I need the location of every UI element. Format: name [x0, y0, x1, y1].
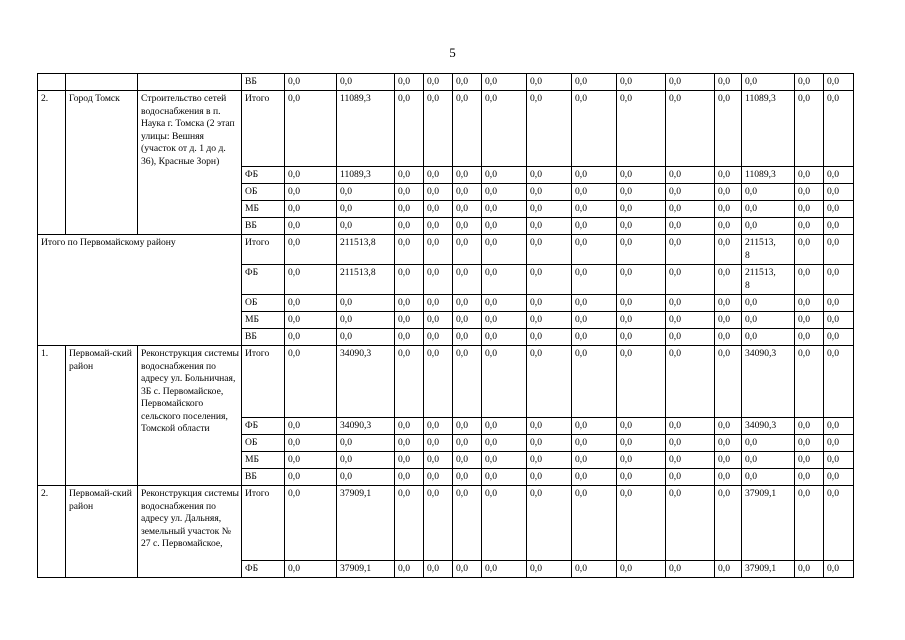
value-cell: 0,0 [795, 435, 824, 452]
value-cell: 0,0 [795, 235, 824, 265]
value-cell: 0,0 [617, 452, 666, 469]
funding-type-cell: МБ [242, 312, 285, 329]
value-cell: 0,0 [482, 469, 527, 486]
value-cell: 0,0 [285, 265, 337, 295]
value-cell: 0,0 [572, 329, 617, 346]
value-cell: 34090,3 [337, 418, 395, 435]
value-cell: 0,0 [795, 201, 824, 218]
value-cell: 0,0 [453, 346, 482, 418]
value-cell: 0,0 [424, 329, 453, 346]
value-cell: 0,0 [395, 469, 424, 486]
value-cell: 0,0 [795, 418, 824, 435]
value-cell: 11089,3 [337, 167, 395, 184]
value-cell: 0,0 [424, 469, 453, 486]
funding-type-cell: Итого [242, 486, 285, 561]
funding-type-cell: ФБ [242, 265, 285, 295]
value-cell: 0,0 [482, 265, 527, 295]
value-cell: 0,0 [715, 167, 742, 184]
project-name-cell: Реконструкция системы водоснабжения по адресу ул. Больничная, 3Б с. Первомайское, Первомайского сельского поселения, Томской области [138, 346, 242, 486]
value-cell: 211513, 8 [742, 235, 795, 265]
value-cell: 0,0 [617, 469, 666, 486]
value-cell: 0,0 [285, 201, 337, 218]
value-cell: 0,0 [715, 265, 742, 295]
value-cell: 0,0 [572, 265, 617, 295]
value-cell: 0,0 [617, 312, 666, 329]
value-cell: 0,0 [572, 561, 617, 578]
value-cell: 0,0 [482, 312, 527, 329]
value-cell: 0,0 [742, 452, 795, 469]
value-cell: 0,0 [453, 469, 482, 486]
funding-type-cell: Итого [242, 235, 285, 265]
value-cell: 0,0 [617, 435, 666, 452]
value-cell: 0,0 [453, 329, 482, 346]
value-cell: 0,0 [424, 295, 453, 312]
value-cell: 0,0 [824, 74, 854, 91]
value-cell: 0,0 [795, 312, 824, 329]
value-cell: 0,0 [527, 74, 572, 91]
value-cell: 0,0 [742, 435, 795, 452]
value-cell: 0,0 [742, 218, 795, 235]
value-cell: 0,0 [666, 235, 715, 265]
value-cell: 0,0 [795, 74, 824, 91]
value-cell: 0,0 [527, 329, 572, 346]
value-cell: 0,0 [482, 435, 527, 452]
value-cell: 0,0 [795, 184, 824, 201]
value-cell: 0,0 [285, 295, 337, 312]
value-cell: 0,0 [285, 91, 337, 167]
value-cell: 0,0 [824, 486, 854, 561]
funding-type-cell: Итого [242, 346, 285, 418]
value-cell: 0,0 [824, 418, 854, 435]
value-cell: 0,0 [824, 201, 854, 218]
value-cell: 0,0 [572, 201, 617, 218]
value-cell: 0,0 [824, 469, 854, 486]
value-cell: 0,0 [715, 346, 742, 418]
value-cell: 0,0 [395, 201, 424, 218]
value-cell: 0,0 [453, 218, 482, 235]
value-cell: 0,0 [527, 452, 572, 469]
value-cell: 11089,3 [742, 91, 795, 167]
value-cell: 0,0 [715, 218, 742, 235]
value-cell: 0,0 [337, 218, 395, 235]
value-cell: 0,0 [482, 295, 527, 312]
value-cell: 0,0 [337, 435, 395, 452]
value-cell: 0,0 [572, 184, 617, 201]
value-cell: 0,0 [482, 486, 527, 561]
value-cell: 0,0 [337, 184, 395, 201]
value-cell: 0,0 [666, 91, 715, 167]
value-cell: 0,0 [285, 74, 337, 91]
value-cell: 0,0 [742, 201, 795, 218]
value-cell: 0,0 [453, 452, 482, 469]
value-cell: 0,0 [337, 201, 395, 218]
value-cell: 37909,1 [742, 486, 795, 561]
value-cell: 0,0 [527, 218, 572, 235]
value-cell: 0,0 [617, 561, 666, 578]
funding-type-cell: ОБ [242, 295, 285, 312]
value-cell: 0,0 [424, 218, 453, 235]
value-cell: 0,0 [795, 346, 824, 418]
value-cell: 0,0 [742, 184, 795, 201]
value-cell: 0,0 [527, 295, 572, 312]
value-cell: 0,0 [666, 346, 715, 418]
value-cell: 0,0 [795, 561, 824, 578]
value-cell: 0,0 [285, 167, 337, 184]
value-cell: 0,0 [824, 329, 854, 346]
value-cell: 0,0 [527, 435, 572, 452]
value-cell: 0,0 [453, 486, 482, 561]
value-cell: 0,0 [666, 329, 715, 346]
value-cell: 0,0 [527, 486, 572, 561]
value-cell: 0,0 [285, 235, 337, 265]
location-cell [66, 74, 138, 91]
value-cell: 0,0 [666, 418, 715, 435]
value-cell: 0,0 [666, 201, 715, 218]
value-cell: 0,0 [824, 346, 854, 418]
value-cell: 0,0 [572, 235, 617, 265]
value-cell: 0,0 [482, 167, 527, 184]
value-cell: 0,0 [424, 74, 453, 91]
project-name-cell [138, 74, 242, 91]
value-cell: 0,0 [715, 91, 742, 167]
value-cell: 0,0 [742, 469, 795, 486]
value-cell: 0,0 [715, 184, 742, 201]
value-cell: 0,0 [666, 486, 715, 561]
value-cell: 0,0 [715, 452, 742, 469]
index-cell [38, 74, 66, 91]
table-row [38, 486, 854, 561]
value-cell: 0,0 [572, 295, 617, 312]
value-cell: 0,0 [572, 218, 617, 235]
value-cell: 0,0 [715, 235, 742, 265]
value-cell: 0,0 [824, 265, 854, 295]
value-cell: 0,0 [285, 486, 337, 561]
value-cell: 0,0 [572, 452, 617, 469]
value-cell: 0,0 [617, 265, 666, 295]
value-cell: 0,0 [337, 312, 395, 329]
value-cell: 0,0 [824, 312, 854, 329]
page-number: 5 [449, 45, 456, 60]
district-total-label: Итого по Первомайскому району [38, 235, 242, 346]
value-cell: 0,0 [666, 312, 715, 329]
value-cell: 0,0 [572, 486, 617, 561]
value-cell: 0,0 [285, 218, 337, 235]
value-cell: 0,0 [482, 346, 527, 418]
value-cell: 0,0 [666, 295, 715, 312]
index-cell: 1. [38, 346, 66, 486]
value-cell: 0,0 [795, 218, 824, 235]
value-cell: 0,0 [482, 561, 527, 578]
value-cell: 0,0 [285, 435, 337, 452]
location-cell: Первомай-ский район [66, 486, 138, 578]
value-cell: 0,0 [715, 561, 742, 578]
value-cell: 0,0 [666, 167, 715, 184]
value-cell: 0,0 [715, 469, 742, 486]
value-cell: 0,0 [395, 91, 424, 167]
location-cell: Город Томск [66, 91, 138, 235]
value-cell: 0,0 [617, 329, 666, 346]
table-row [38, 74, 854, 91]
value-cell: 0,0 [527, 561, 572, 578]
value-cell: 0,0 [395, 329, 424, 346]
value-cell: 0,0 [395, 435, 424, 452]
value-cell: 0,0 [395, 218, 424, 235]
value-cell: 0,0 [424, 184, 453, 201]
value-cell: 0,0 [453, 91, 482, 167]
value-cell: 0,0 [617, 91, 666, 167]
value-cell: 0,0 [795, 265, 824, 295]
value-cell: 0,0 [617, 418, 666, 435]
value-cell: 0,0 [285, 346, 337, 418]
value-cell: 0,0 [795, 329, 824, 346]
value-cell: 0,0 [527, 201, 572, 218]
value-cell: 0,0 [424, 91, 453, 167]
value-cell: 0,0 [395, 452, 424, 469]
value-cell: 0,0 [742, 74, 795, 91]
table-row [38, 346, 854, 418]
value-cell: 0,0 [424, 486, 453, 561]
value-cell: 0,0 [715, 312, 742, 329]
value-cell: 0,0 [424, 435, 453, 452]
value-cell: 0,0 [285, 469, 337, 486]
value-cell: 0,0 [482, 418, 527, 435]
value-cell: 0,0 [824, 167, 854, 184]
value-cell: 0,0 [572, 74, 617, 91]
value-cell: 11089,3 [337, 91, 395, 167]
value-cell: 0,0 [666, 561, 715, 578]
value-cell: 0,0 [617, 218, 666, 235]
value-cell: 0,0 [527, 91, 572, 167]
value-cell: 0,0 [795, 452, 824, 469]
value-cell: 0,0 [424, 346, 453, 418]
value-cell: 0,0 [617, 346, 666, 418]
value-cell: 0,0 [482, 218, 527, 235]
value-cell: 0,0 [337, 452, 395, 469]
value-cell: 0,0 [795, 486, 824, 561]
funding-type-cell: ОБ [242, 184, 285, 201]
funding-type-cell: ФБ [242, 167, 285, 184]
value-cell: 0,0 [453, 435, 482, 452]
value-cell: 0,0 [572, 312, 617, 329]
value-cell: 0,0 [715, 201, 742, 218]
value-cell: 0,0 [527, 469, 572, 486]
value-cell: 0,0 [572, 435, 617, 452]
value-cell: 34090,3 [742, 418, 795, 435]
value-cell: 0,0 [795, 295, 824, 312]
value-cell: 211513,8 [337, 265, 395, 295]
value-cell: 0,0 [666, 469, 715, 486]
value-cell: 0,0 [395, 295, 424, 312]
value-cell: 0,0 [395, 486, 424, 561]
table-row [38, 91, 854, 167]
project-name-cell: Реконструкция системы водоснабжения по адресу ул. Дальняя, земельный участок № 27 с. Первомайское, [138, 486, 242, 578]
project-name-cell: Строительство сетей водоснабжения в п. Наука г. Томска (2 этап улицы: Вешняя (участок от д. 1 до д. 36), Красные Зорн) [138, 91, 242, 235]
value-cell: 0,0 [666, 218, 715, 235]
value-cell: 0,0 [572, 469, 617, 486]
value-cell: 37909,1 [337, 486, 395, 561]
value-cell: 0,0 [453, 312, 482, 329]
value-cell: 34090,3 [337, 346, 395, 418]
value-cell: 34090,3 [742, 346, 795, 418]
value-cell: 0,0 [453, 184, 482, 201]
value-cell: 0,0 [715, 74, 742, 91]
value-cell: 0,0 [482, 184, 527, 201]
funding-type-cell: МБ [242, 201, 285, 218]
value-cell: 0,0 [617, 184, 666, 201]
index-cell: 2. [38, 91, 66, 235]
value-cell: 0,0 [617, 74, 666, 91]
funding-type-cell: ФБ [242, 418, 285, 435]
value-cell: 0,0 [337, 469, 395, 486]
value-cell: 0,0 [742, 312, 795, 329]
value-cell: 0,0 [395, 561, 424, 578]
funding-type-cell: ОБ [242, 435, 285, 452]
value-cell: 0,0 [453, 74, 482, 91]
value-cell: 0,0 [742, 295, 795, 312]
value-cell: 0,0 [395, 346, 424, 418]
value-cell: 0,0 [285, 184, 337, 201]
value-cell: 0,0 [395, 235, 424, 265]
value-cell: 0,0 [824, 452, 854, 469]
value-cell: 0,0 [666, 265, 715, 295]
funding-type-cell: ФБ [242, 561, 285, 578]
funding-type-cell: ВБ [242, 74, 285, 91]
value-cell: 0,0 [424, 418, 453, 435]
value-cell: 37909,1 [337, 561, 395, 578]
value-cell: 0,0 [795, 167, 824, 184]
funding-type-cell: ВБ [242, 329, 285, 346]
value-cell: 0,0 [395, 265, 424, 295]
value-cell: 0,0 [395, 74, 424, 91]
value-cell: 0,0 [482, 74, 527, 91]
value-cell: 0,0 [482, 235, 527, 265]
value-cell: 0,0 [424, 235, 453, 265]
value-cell: 0,0 [395, 167, 424, 184]
value-cell: 0,0 [395, 184, 424, 201]
value-cell: 0,0 [795, 91, 824, 167]
value-cell: 0,0 [715, 295, 742, 312]
value-cell: 0,0 [666, 452, 715, 469]
funding-type-cell: МБ [242, 452, 285, 469]
value-cell: 0,0 [453, 235, 482, 265]
value-cell: 0,0 [715, 486, 742, 561]
value-cell: 0,0 [482, 452, 527, 469]
value-cell: 0,0 [527, 312, 572, 329]
value-cell: 0,0 [424, 201, 453, 218]
value-cell: 0,0 [617, 201, 666, 218]
value-cell: 211513,8 [337, 235, 395, 265]
value-cell: 0,0 [285, 312, 337, 329]
value-cell: 11089,3 [742, 167, 795, 184]
value-cell: 0,0 [285, 561, 337, 578]
value-cell: 0,0 [453, 265, 482, 295]
value-cell: 0,0 [395, 418, 424, 435]
funding-type-cell: ВБ [242, 218, 285, 235]
value-cell: 0,0 [824, 561, 854, 578]
value-cell: 0,0 [666, 74, 715, 91]
value-cell: 0,0 [617, 235, 666, 265]
value-cell: 0,0 [715, 418, 742, 435]
value-cell: 0,0 [527, 265, 572, 295]
value-cell: 0,0 [742, 329, 795, 346]
value-cell: 0,0 [453, 167, 482, 184]
value-cell: 0,0 [527, 346, 572, 418]
value-cell: 0,0 [424, 452, 453, 469]
value-cell: 0,0 [824, 184, 854, 201]
value-cell: 0,0 [395, 312, 424, 329]
value-cell: 0,0 [824, 295, 854, 312]
funding-table [37, 73, 854, 578]
value-cell: 0,0 [453, 295, 482, 312]
value-cell: 0,0 [572, 91, 617, 167]
funding-type-cell: Итого [242, 91, 285, 167]
value-cell: 0,0 [482, 91, 527, 167]
value-cell: 0,0 [666, 435, 715, 452]
value-cell: 0,0 [824, 435, 854, 452]
value-cell: 0,0 [824, 91, 854, 167]
value-cell: 0,0 [527, 167, 572, 184]
value-cell: 0,0 [424, 312, 453, 329]
value-cell: 0,0 [617, 167, 666, 184]
value-cell: 0,0 [617, 486, 666, 561]
value-cell: 0,0 [337, 74, 395, 91]
value-cell: 0,0 [482, 329, 527, 346]
value-cell: 0,0 [424, 561, 453, 578]
value-cell: 0,0 [715, 329, 742, 346]
funding-type-cell: ВБ [242, 469, 285, 486]
value-cell: 0,0 [424, 167, 453, 184]
value-cell: 0,0 [453, 418, 482, 435]
value-cell: 0,0 [715, 435, 742, 452]
value-cell: 0,0 [482, 201, 527, 218]
value-cell: 0,0 [795, 469, 824, 486]
value-cell: 0,0 [666, 184, 715, 201]
value-cell: 0,0 [572, 167, 617, 184]
value-cell: 0,0 [824, 235, 854, 265]
value-cell: 0,0 [572, 418, 617, 435]
value-cell: 0,0 [285, 452, 337, 469]
value-cell: 211513, 8 [742, 265, 795, 295]
value-cell: 37909,1 [742, 561, 795, 578]
value-cell: 0,0 [617, 295, 666, 312]
value-cell: 0,0 [337, 295, 395, 312]
value-cell: 0,0 [337, 329, 395, 346]
value-cell: 0,0 [285, 418, 337, 435]
value-cell: 0,0 [572, 346, 617, 418]
value-cell: 0,0 [453, 561, 482, 578]
table-row [38, 235, 854, 265]
value-cell: 0,0 [285, 329, 337, 346]
value-cell: 0,0 [527, 184, 572, 201]
value-cell: 0,0 [527, 418, 572, 435]
value-cell: 0,0 [527, 235, 572, 265]
index-cell: 2. [38, 486, 66, 578]
value-cell: 0,0 [824, 218, 854, 235]
location-cell: Первомай-ский район [66, 346, 138, 486]
value-cell: 0,0 [453, 201, 482, 218]
value-cell: 0,0 [424, 265, 453, 295]
